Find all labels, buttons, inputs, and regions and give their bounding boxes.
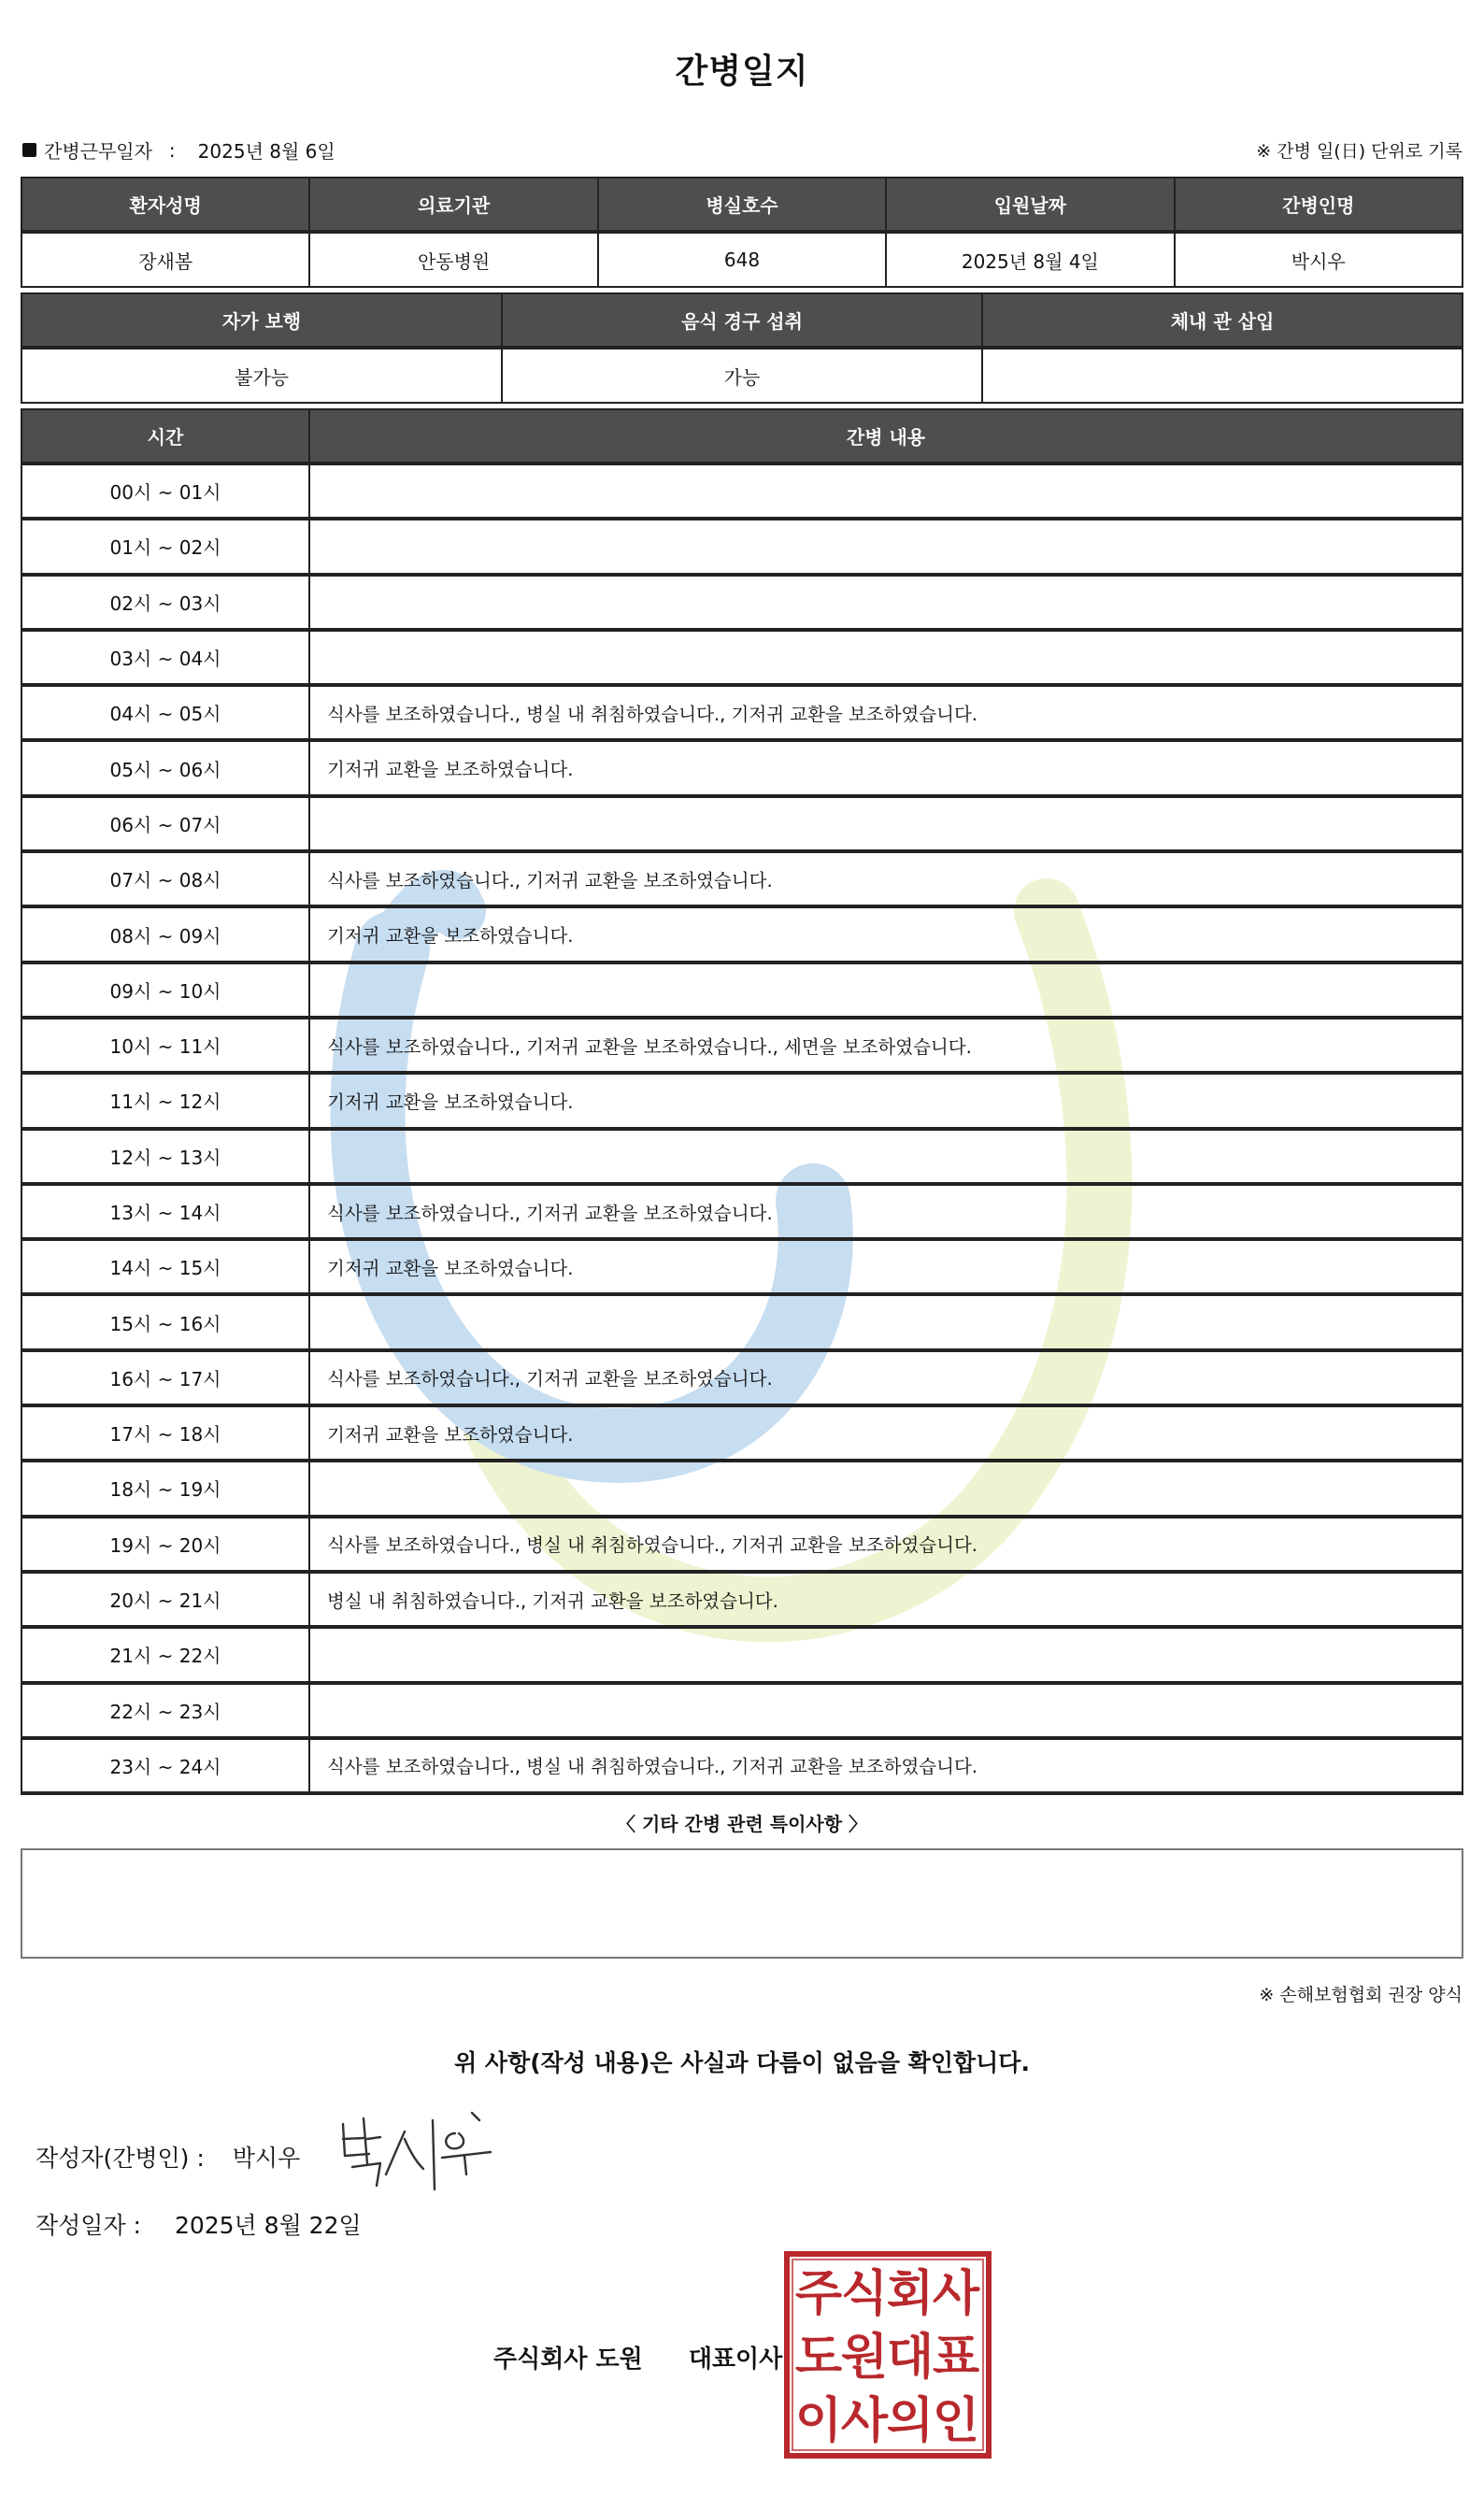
work-date-line bbox=[22, 136, 335, 164]
header-admission-date: 입원날짜 bbox=[886, 178, 1174, 232]
care-log-table bbox=[21, 408, 1463, 1795]
care-log-content bbox=[309, 1627, 1463, 1682]
care-log-time: 06시 ~ 07시 bbox=[21, 796, 309, 851]
seal-character: 주 bbox=[794, 2266, 843, 2322]
company-name: 주식회사 도원 bbox=[493, 2345, 643, 2374]
care-log-content bbox=[309, 1129, 1463, 1184]
writer-name: 박시우 bbox=[232, 2145, 301, 2172]
care-log-row bbox=[21, 1294, 1463, 1349]
work-date-value: 2025년 8월 6일 bbox=[197, 140, 335, 163]
care-log-row bbox=[21, 740, 1463, 795]
care-log-content: 식사를 보조하였습니다., 병실 내 취침하였습니다., 기저귀 교환을 보조하였습니다. bbox=[309, 1738, 1463, 1793]
write-date-value: 2025년 8월 22일 bbox=[174, 2212, 362, 2239]
value-tube-insertion bbox=[982, 348, 1463, 403]
care-log-time: 05시 ~ 06시 bbox=[21, 740, 309, 795]
care-log-content: 식사를 보조하였습니다., 병실 내 취침하였습니다., 기저귀 교환을 보조하였습니다. bbox=[309, 1517, 1463, 1572]
value-patient-name: 장새봄 bbox=[21, 232, 309, 287]
handwritten-signature bbox=[332, 2107, 505, 2201]
care-log-time: 07시 ~ 08시 bbox=[21, 851, 309, 906]
care-log-content bbox=[309, 463, 1463, 519]
patient-info-table bbox=[21, 177, 1463, 288]
header-patient-name: 환자성명 bbox=[21, 178, 309, 232]
care-log-row bbox=[21, 1405, 1463, 1461]
care-log-content: 기저귀 교환을 보조하였습니다. bbox=[309, 906, 1463, 962]
care-log-content bbox=[309, 519, 1463, 574]
care-log-time: 21시 ~ 22시 bbox=[21, 1627, 309, 1682]
care-log-time: 08시 ~ 09시 bbox=[21, 906, 309, 962]
care-log-row bbox=[21, 1129, 1463, 1184]
header-hospital: 의료기관 bbox=[309, 178, 597, 232]
care-log-time: 09시 ~ 10시 bbox=[21, 962, 309, 1018]
care-log-content bbox=[309, 630, 1463, 685]
care-log-row bbox=[21, 962, 1463, 1018]
seal-character: 도 bbox=[794, 2330, 843, 2386]
care-log-content bbox=[309, 1683, 1463, 1738]
notes-title: 〈 기타 간병 관련 특이사항 〉 bbox=[616, 1813, 867, 1835]
patient-info-header-row bbox=[21, 178, 1463, 232]
care-log-content bbox=[309, 1461, 1463, 1516]
company-seal-stamp bbox=[783, 2250, 992, 2459]
care-log-row bbox=[21, 796, 1463, 851]
care-log-time: 22시 ~ 23시 bbox=[21, 1683, 309, 1738]
seal-character: 원 bbox=[840, 2330, 889, 2386]
header-room-number: 병실호수 bbox=[598, 178, 886, 232]
header-tube-insertion: 체내 관 삽입 bbox=[982, 293, 1463, 348]
seal-character: 사 bbox=[840, 2393, 889, 2449]
header-oral-intake: 음식 경구 섭취 bbox=[502, 293, 982, 348]
value-self-walking: 불가능 bbox=[21, 348, 502, 403]
care-log-content bbox=[309, 1294, 1463, 1349]
care-log-time: 16시 ~ 17시 bbox=[21, 1350, 309, 1405]
care-log-content: 기저귀 교환을 보조하였습니다. bbox=[309, 740, 1463, 795]
care-log-body bbox=[21, 463, 1463, 1793]
header-self-walking: 자가 보행 bbox=[21, 293, 502, 348]
care-log-time: 04시 ~ 05시 bbox=[21, 685, 309, 740]
care-log-time: 00시 ~ 01시 bbox=[21, 463, 309, 519]
care-log-content: 식사를 보조하였습니다., 기저귀 교환을 보조하였습니다., 세면을 보조하였습니다. bbox=[309, 1018, 1463, 1073]
care-log-row bbox=[21, 851, 1463, 906]
seal-character: 이 bbox=[794, 2393, 843, 2449]
insurance-note: ※ 손해보험협회 권장 양식 bbox=[1259, 1985, 1463, 2005]
write-date-line bbox=[36, 2207, 362, 2241]
value-oral-intake: 가능 bbox=[502, 348, 982, 403]
care-log-time: 14시 ~ 15시 bbox=[21, 1239, 309, 1294]
care-log-content: 식사를 보조하였습니다., 병실 내 취침하였습니다., 기저귀 교환을 보조하였습니다. bbox=[309, 685, 1463, 740]
care-log-row bbox=[21, 1572, 1463, 1627]
header-time: 시간 bbox=[21, 409, 309, 463]
writer-line bbox=[36, 2140, 300, 2174]
care-log-content bbox=[309, 796, 1463, 851]
care-log-time: 15시 ~ 16시 bbox=[21, 1294, 309, 1349]
value-hospital: 안동병원 bbox=[309, 232, 597, 287]
care-log-row bbox=[21, 906, 1463, 962]
care-log-row bbox=[21, 519, 1463, 574]
care-log-time: 03시 ~ 04시 bbox=[21, 630, 309, 685]
care-log-row bbox=[21, 463, 1463, 519]
care-log-row bbox=[21, 1738, 1463, 1793]
unit-note: ※ 간병 일(日) 단위로 기록 bbox=[1256, 141, 1463, 162]
care-log-content: 병실 내 취침하였습니다., 기저귀 교환을 보조하였습니다. bbox=[309, 1572, 1463, 1627]
value-room-number: 648 bbox=[598, 232, 886, 287]
care-log-row bbox=[21, 1627, 1463, 1682]
care-log-time: 13시 ~ 14시 bbox=[21, 1184, 309, 1239]
care-log-time: 17시 ~ 18시 bbox=[21, 1405, 309, 1461]
seal-character: 표 bbox=[932, 2330, 980, 2386]
seal-character: 의 bbox=[886, 2393, 935, 2449]
care-log-content bbox=[309, 962, 1463, 1018]
care-log-time: 11시 ~ 12시 bbox=[21, 1073, 309, 1128]
care-log-row bbox=[21, 1461, 1463, 1516]
condition-table bbox=[21, 292, 1463, 404]
confirmation-statement: 위 사항(작성 내용)은 사실과 다름이 없음을 확인합니다. bbox=[454, 2049, 1030, 2076]
care-log-time: 23시 ~ 24시 bbox=[21, 1738, 309, 1793]
work-date-separator: : bbox=[168, 138, 176, 162]
seal-character: 회 bbox=[886, 2266, 935, 2322]
care-log-time: 02시 ~ 03시 bbox=[21, 575, 309, 630]
care-log-time: 19시 ~ 20시 bbox=[21, 1517, 309, 1572]
care-log-row bbox=[21, 1683, 1463, 1738]
care-log-row bbox=[21, 1073, 1463, 1128]
care-log-content: 식사를 보조하였습니다., 기저귀 교환을 보조하였습니다. bbox=[309, 851, 1463, 906]
write-date-label: 작성일자 : bbox=[36, 2212, 141, 2239]
care-log-time: 10시 ~ 11시 bbox=[21, 1018, 309, 1073]
care-log-content: 기저귀 교환을 보조하였습니다. bbox=[309, 1405, 1463, 1461]
care-log-content: 식사를 보조하였습니다., 기저귀 교환을 보조하였습니다. bbox=[309, 1350, 1463, 1405]
care-log-content: 기저귀 교환을 보조하였습니다. bbox=[309, 1073, 1463, 1128]
care-log-row bbox=[21, 685, 1463, 740]
writer-label: 작성자(간병인) : bbox=[36, 2145, 205, 2172]
care-log-row bbox=[21, 1239, 1463, 1294]
header-caregiver-name: 간병인명 bbox=[1175, 178, 1463, 232]
condition-value-row bbox=[21, 348, 1463, 403]
care-log-time: 01시 ~ 02시 bbox=[21, 519, 309, 574]
header-care-content: 간병 내용 bbox=[309, 409, 1463, 463]
care-log-row bbox=[21, 1184, 1463, 1239]
seal-character: 사 bbox=[932, 2266, 980, 2322]
work-date-label: 간병근무일자 bbox=[44, 140, 152, 163]
care-log-row bbox=[21, 575, 1463, 630]
care-log-content: 식사를 보조하였습니다., 기저귀 교환을 보조하였습니다. bbox=[309, 1184, 1463, 1239]
condition-header-row bbox=[21, 293, 1463, 348]
care-log-time: 12시 ~ 13시 bbox=[21, 1129, 309, 1184]
care-log-row bbox=[21, 1350, 1463, 1405]
care-log-row bbox=[21, 1018, 1463, 1073]
square-bullet-icon bbox=[22, 143, 36, 157]
care-log-time: 18시 ~ 19시 bbox=[21, 1461, 309, 1516]
care-log-content: 기저귀 교환을 보조하였습니다. bbox=[309, 1239, 1463, 1294]
seal-character: 대 bbox=[886, 2330, 935, 2386]
company-line bbox=[493, 2340, 782, 2374]
care-log-content bbox=[309, 575, 1463, 630]
care-log-row bbox=[21, 1517, 1463, 1572]
page-title: 간병일지 bbox=[675, 52, 809, 91]
notes-box bbox=[21, 1848, 1463, 1959]
care-log-header-row bbox=[21, 409, 1463, 463]
seal-character: 인 bbox=[932, 2393, 980, 2449]
seal-character: 식 bbox=[840, 2266, 889, 2322]
care-log-time: 20시 ~ 21시 bbox=[21, 1572, 309, 1627]
value-admission-date: 2025년 8월 4일 bbox=[886, 232, 1174, 287]
company-role: 대표이사 bbox=[688, 2345, 783, 2374]
patient-info-value-row bbox=[21, 232, 1463, 287]
care-log-row bbox=[21, 630, 1463, 685]
value-caregiver-name: 박시우 bbox=[1175, 232, 1463, 287]
